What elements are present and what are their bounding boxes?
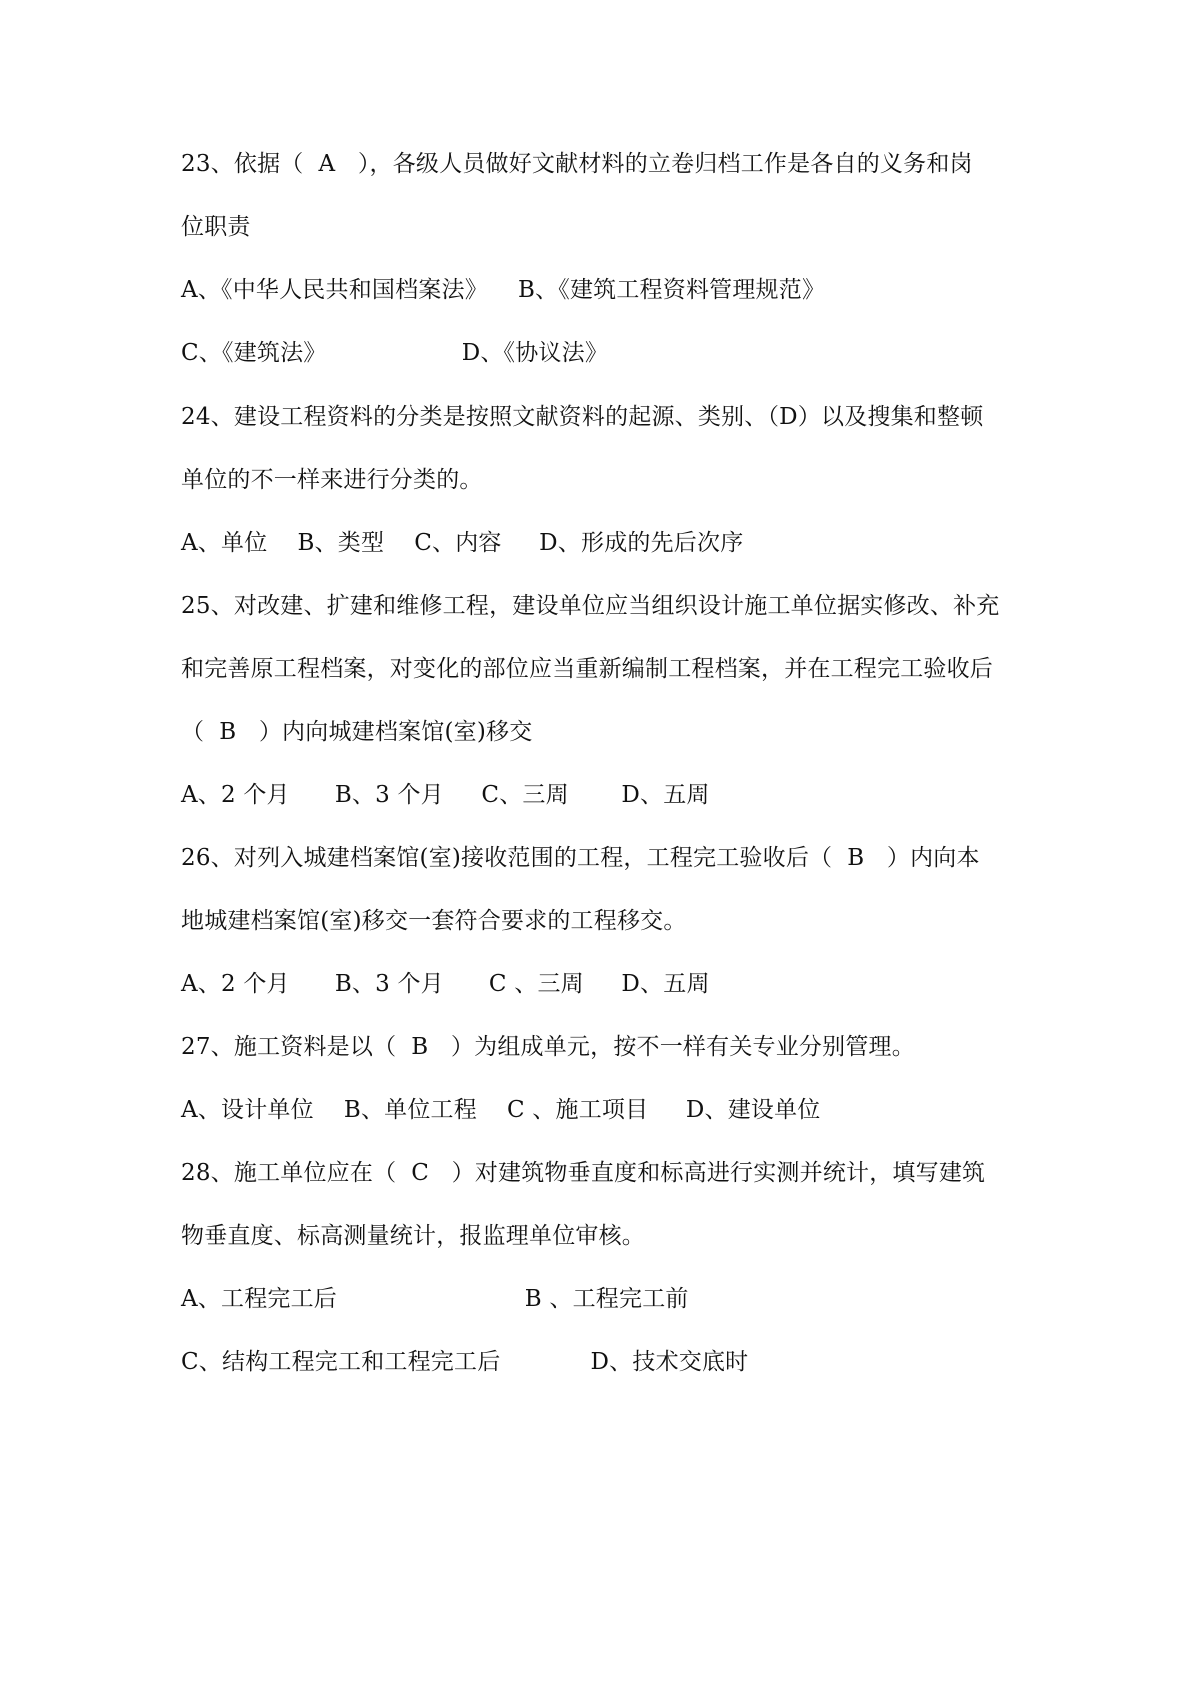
question-26-line-1: 26、对列入城建档案馆(室)接收范围的工程，工程完工验收后（ B ）内向本 xyxy=(181,845,980,871)
question-27-options: A、设计单位 B、单位工程 C 、施工项目 D、建设单位 xyxy=(181,1097,821,1123)
question-24-options: A、单位 B、类型 C、内容 D、形成的先后次序 xyxy=(181,530,744,556)
question-23-options-row-1: A、《中华人民共和国档案法》 B、《建筑工程资料管理规范》 xyxy=(181,277,826,303)
question-25-options: A、2 个月 B、3 个月 C、三周 D、五周 xyxy=(181,782,710,808)
question-24-line-1: 24、建设工程资料的分类是按照文献资料的起源、类别、（D）以及搜集和整顿 xyxy=(181,404,984,430)
question-26-options: A、2 个月 B、3 个月 C 、三周 D、五周 xyxy=(181,971,710,997)
question-24-line-2: 单位的不一样来进行分类的。 xyxy=(181,467,483,493)
question-28-options-row-2: C、结构工程完工和工程完工后 D、技术交底时 xyxy=(181,1349,749,1375)
question-23-line-2: 位职责 xyxy=(181,214,251,240)
question-26-line-2: 地城建档案馆(室)移交一套符合要求的工程移交。 xyxy=(181,908,687,934)
question-28-line-2: 物垂直度、标高测量统计，报监理单位审核。 xyxy=(181,1223,645,1249)
question-25-line-3: （ B ）内向城建档案馆(室)移交 xyxy=(181,719,533,745)
question-25-line-2: 和完善原工程档案，对变化的部位应当重新编制工程档案，并在工程完工验收后 xyxy=(181,656,993,682)
question-28-line-1: 28、施工单位应在（ C ）对建筑物垂直度和标高进行实测并统计，填写建筑 xyxy=(181,1160,986,1186)
question-23-line-1: 23、依据（ A ），各级人员做好文献材料的立卷归档工作是各自的义务和岗 xyxy=(181,151,973,177)
question-25-line-1: 25、对改建、扩建和维修工程，建设单位应当组织设计施工单位据实修改、补充 xyxy=(181,593,1000,619)
question-23-options-row-2: C、《建筑法》 D、《协议法》 xyxy=(181,340,609,366)
question-27-line-1: 27、施工资料是以（ B ）为组成单元，按不一样有关专业分别管理。 xyxy=(181,1034,915,1060)
question-28-options-row-1: A、工程完工后 B 、工程完工前 xyxy=(181,1286,689,1312)
